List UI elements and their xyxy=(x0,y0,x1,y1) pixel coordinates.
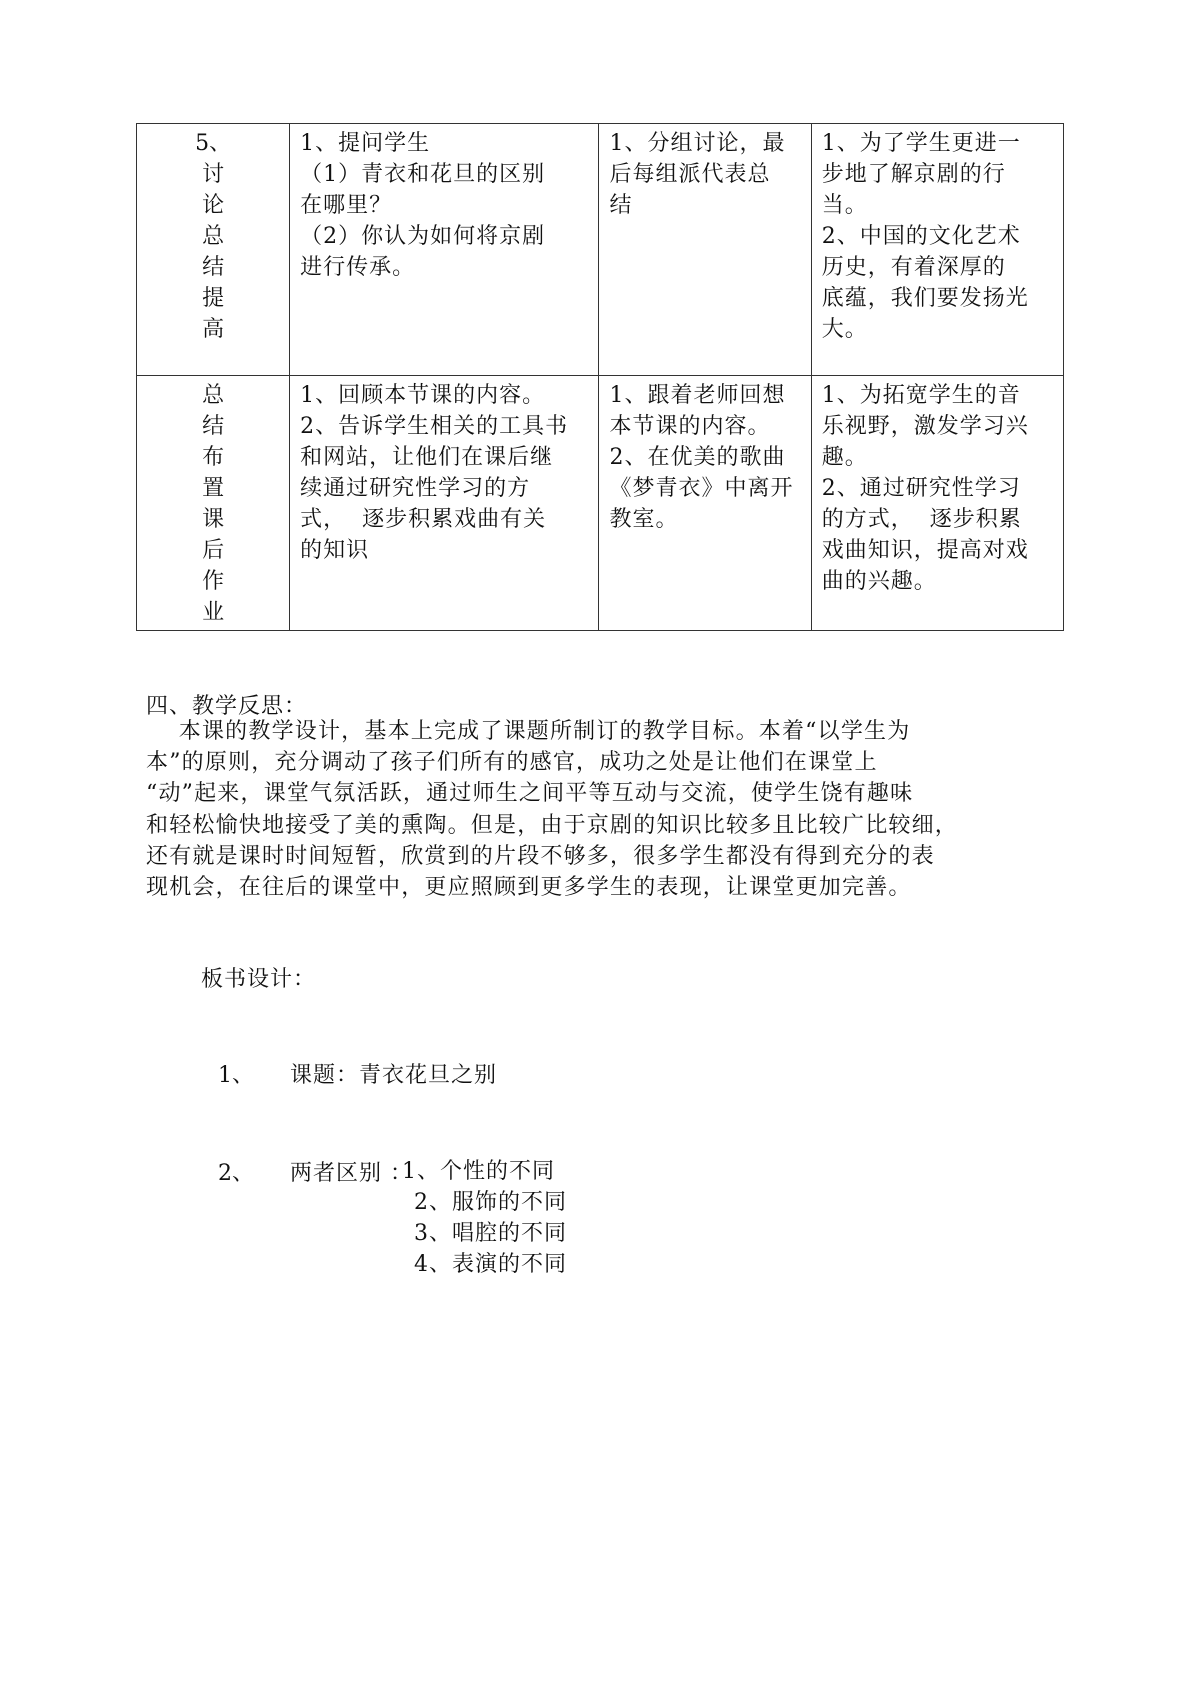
teacher-line: 在哪里？ xyxy=(300,193,393,218)
board-design-title: 板书设计： xyxy=(201,967,317,992)
student-activity-cell xyxy=(599,124,811,376)
teacher-line: 进行传承。 xyxy=(300,255,416,280)
intent-line: 1、为拓宽学生的音 xyxy=(821,383,1021,408)
intent-line: 当。 xyxy=(821,193,868,218)
design-intent-cell xyxy=(811,376,1063,631)
intent-line: 大。 xyxy=(821,317,868,342)
intent-line: 趣。 xyxy=(821,445,868,470)
difference-item: 4、表演的不同 xyxy=(414,1252,567,1277)
student-line: 1、跟着老师回想 xyxy=(609,383,786,408)
difference-item: 1、个性的不同 xyxy=(402,1159,555,1184)
intent-line: 2、中国的文化艺术 xyxy=(821,224,1021,249)
reflection-line: 本”的原则，充分调动了孩子们所有的感官，成功之处是让他们在课堂上 xyxy=(146,750,878,776)
stage-line: 高 xyxy=(202,317,225,342)
student-line: 后每组派代表总 xyxy=(609,162,771,187)
intent-line: 步地了解京剧的行 xyxy=(821,162,1006,187)
stage-line: 作 xyxy=(202,569,225,594)
teacher-activity-cell xyxy=(290,124,599,376)
intent-line: 曲的兴趣。 xyxy=(821,569,937,594)
stage-cell xyxy=(137,376,290,631)
reflection-line: 还有就是课时时间短暂，欣赏到的片段不够多，很多学生都没有得到充分的表 xyxy=(146,843,935,869)
table-row xyxy=(137,124,1064,376)
reflection-line: “动”起来，课堂气氛活跃，通过师生之间平等互动与交流，使学生饶有趣味 xyxy=(146,781,914,807)
teacher-line: 2、告诉学生相关的工具书 xyxy=(300,414,569,439)
student-line: 本节课的内容。 xyxy=(609,414,771,439)
difference-number: 2、 xyxy=(218,1161,254,1186)
student-line: 1、分组讨论，最 xyxy=(609,131,786,156)
lesson-plan-table xyxy=(136,123,1064,631)
stage-line: 总 xyxy=(202,383,225,408)
topic-text: 课题：青衣花旦之别 xyxy=(290,1063,498,1088)
reflection-title: 四、教学反思： xyxy=(146,694,308,719)
teacher-activity-cell xyxy=(290,376,599,631)
student-line: 结 xyxy=(609,193,633,218)
stage-line: 课 xyxy=(202,507,225,532)
intent-line: 1、为了学生更进一 xyxy=(821,131,1021,156)
table-row xyxy=(137,376,1064,631)
teacher-line: 1、提问学生 xyxy=(300,131,431,156)
teacher-line: （2）你认为如何将京剧 xyxy=(300,224,546,249)
stage-line: 布 xyxy=(202,445,225,470)
difference-label: 两者区别 ： xyxy=(290,1161,413,1186)
student-activity-cell xyxy=(599,376,811,631)
reflection-line: 本课的教学设计，基本上完成了课题所制订的教学目标。本着“以学生为 xyxy=(146,719,911,744)
stage-line: 讨 xyxy=(202,162,225,187)
intent-line: 2、通过研究性学习 xyxy=(821,476,1021,501)
student-line: 《梦青衣》中离开 xyxy=(609,476,794,501)
stage-line: 5、 xyxy=(195,131,232,156)
stage-line: 提 xyxy=(202,286,225,311)
stage-line: 总 xyxy=(202,224,225,249)
stage-line: 后 xyxy=(202,538,225,563)
intent-line: 戏曲知识，提高对戏 xyxy=(821,538,1029,563)
stage-line: 论 xyxy=(202,193,225,218)
stage-line: 置 xyxy=(202,476,225,501)
intent-line: 底蕴，我们要发扬光 xyxy=(821,286,1029,311)
teacher-line: 式， 逐步积累戏曲有关 xyxy=(300,507,547,532)
stage-cell xyxy=(137,124,290,376)
design-intent-cell xyxy=(811,124,1063,376)
intent-line: 历史，有着深厚的 xyxy=(821,255,1006,280)
topic-number: 1、 xyxy=(218,1063,254,1088)
reflection-line: 和轻松愉快地接受了美的熏陶。但是，由于京剧的知识比较多且比较广比较细， xyxy=(146,812,959,838)
reflection-paragraph xyxy=(146,716,1051,903)
student-line: 2、在优美的歌曲 xyxy=(609,445,786,470)
difference-item: 2、服饰的不同 xyxy=(414,1190,567,1215)
difference-item: 3、唱腔的不同 xyxy=(414,1221,567,1246)
stage-line: 业 xyxy=(202,600,225,625)
teacher-line: （1）青衣和花旦的区别 xyxy=(300,162,546,187)
difference-list xyxy=(402,1156,567,1280)
teacher-line: 和网站，让他们在课后继 xyxy=(300,445,554,470)
teacher-line: 续通过研究性学习的方 xyxy=(300,476,531,501)
stage-line: 结 xyxy=(202,255,225,280)
reflection-line: 现机会，在往后的课堂中，更应照顾到更多学生的表现，让课堂更加完善。 xyxy=(146,875,912,901)
intent-line: 的方式， 逐步积累 xyxy=(821,507,1022,532)
teacher-line: 1、回顾本节课的内容。 xyxy=(300,383,546,408)
stage-line: 结 xyxy=(202,414,225,439)
intent-line: 乐视野，激发学习兴 xyxy=(821,414,1029,439)
teacher-line: 的知识 xyxy=(300,538,370,563)
student-line: 教室。 xyxy=(609,507,679,532)
